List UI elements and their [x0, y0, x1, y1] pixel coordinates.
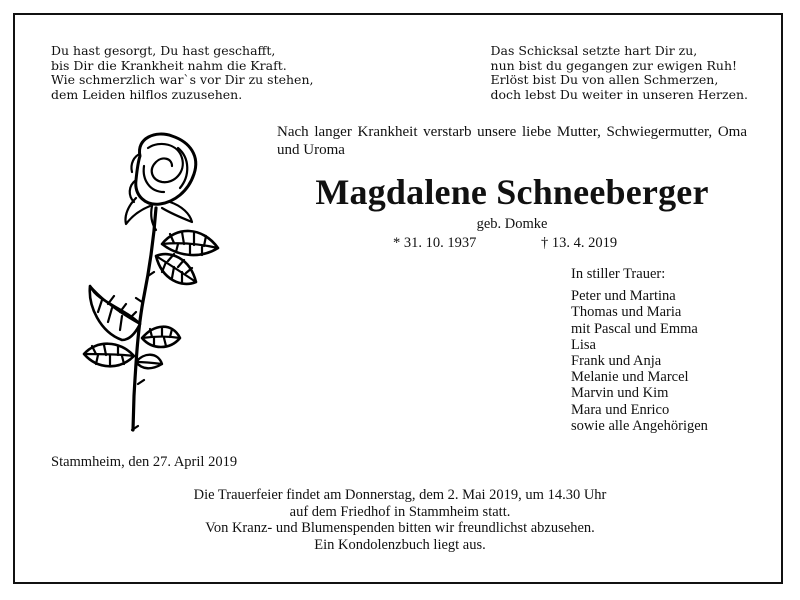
funeral-line: auf dem Friedhof in Stammheim statt.	[289, 503, 511, 520]
mourner-entry: Thomas und Maria	[571, 304, 682, 321]
birth-name: geb. Domke	[476, 216, 548, 232]
poem-line: Das Schicksal setzte hart Dir zu,	[490, 43, 698, 58]
funeral-info	[60, 487, 740, 553]
mourner-entry: Mara und Enrico	[571, 401, 670, 418]
mourners-heading: In stiller Trauer:	[571, 266, 666, 282]
poem-right	[491, 44, 748, 102]
poem-line: Du hast gesorgt, Du hast geschafft,	[51, 43, 276, 58]
intro-text: Nach langer Krankheit verstarb unsere liebe Mutter, Schwiegermutter, Oma und Uroma	[277, 124, 747, 158]
poem-line: doch lebst Du weiter in unseren Herzen.	[490, 86, 748, 102]
poem-line: Wie schmerzlich war`s vor Dir zu stehen,	[51, 72, 314, 87]
mourner-entry: Frank und Anja	[571, 353, 662, 370]
poem-line: Erlöst bist Du von allen Schmerzen,	[490, 72, 719, 87]
funeral-line: Von Kranz- und Blumenspenden bitten wir freundlichst abzusehen.	[205, 520, 595, 536]
mourner-entry: sowie alle Angehörigen	[571, 417, 708, 434]
mourner-entry: mit Pascal und Emma	[571, 320, 698, 337]
mourner-entry: Marvin und Kim	[571, 385, 669, 402]
place-date: Stammheim, den 27. April 2019	[51, 454, 238, 470]
funeral-line: Ein Kondolenzbuch liegt aus.	[314, 536, 486, 553]
mourner-entry: Melanie und Marcel	[571, 369, 689, 386]
poem-line: dem Leiden hilflos zuzusehen.	[51, 86, 243, 102]
funeral-line: Die Trauerfeier findet am Donnerstag, dem 2. Mai 2019, um 14.30 Uhr	[193, 487, 607, 503]
death-date: † 13. 4. 2019	[541, 235, 618, 251]
birth-date: * 31. 10. 1937	[393, 235, 477, 251]
poem-line: bis Dir die Krankheit nahm die Kraft.	[51, 57, 287, 73]
rose-icon	[78, 126, 228, 432]
mourner-entry: Lisa	[571, 336, 596, 353]
deceased-name: Magdalene Schneeberger	[315, 172, 709, 212]
mourners-list	[571, 266, 708, 434]
poem-line: nun bist du gegangen zur ewigen Ruh!	[490, 57, 738, 73]
mourner-entry: Peter und Martina	[571, 288, 676, 305]
poem-left	[51, 44, 313, 102]
